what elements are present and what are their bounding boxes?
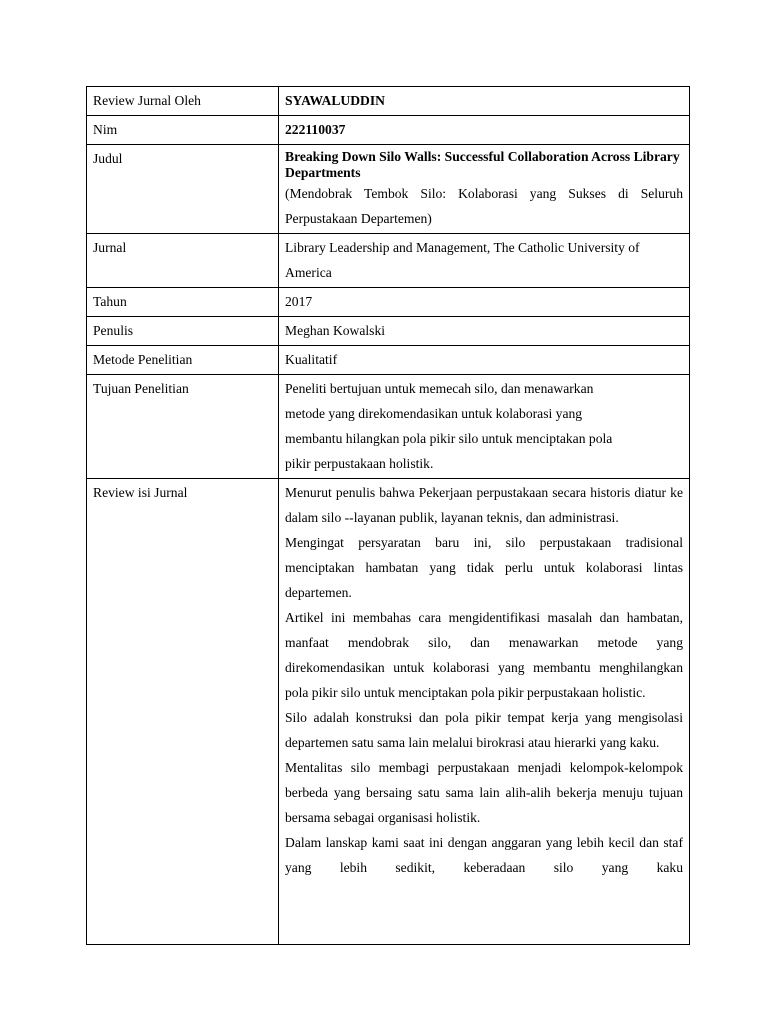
- row-nim: [87, 116, 690, 145]
- label-jurnal: Jurnal: [87, 234, 279, 288]
- row-reviewer: [87, 87, 690, 116]
- title-english: Breaking Down Silo Walls: Successful Collaboration Across Library Departments: [285, 149, 680, 180]
- value-jurnal: Library Leadership and Management, The Catholic University of America: [279, 234, 690, 288]
- tujuan-line: pikir perpustakaan holistik.: [285, 456, 434, 471]
- value-nim: 222110037: [279, 116, 690, 145]
- value-metode: Kualitatif: [279, 346, 690, 375]
- review-paragraph: Artikel ini membahas cara mengidentifikasi masalah dan hambatan, manfaat mendobrak silo, dan menawarkan metode yang direkomendasikan untuk kolaborasi yang membantu menghilangkan pola pikir silo untuk menciptakan pola pikir perpustakaan holistic.: [285, 610, 683, 700]
- label-reviewer: Review Jurnal Oleh: [87, 87, 279, 116]
- review-paragraph: Mentalitas silo membagi perpustakaan menjadi kelompok-kelompok berbeda yang bersaing satu sama lain alih-alih bekerja menuju tujuan bersama sebagai organisasi holistik.: [285, 760, 683, 825]
- title-indonesian: (Mendobrak Tembok Silo: Kolaborasi yang Sukses di Seluruh Perpustakaan Departemen): [285, 186, 683, 226]
- value-penulis: Meghan Kowalski: [279, 317, 690, 346]
- tujuan-line: metode yang direkomendasikan untuk kolaborasi yang: [285, 406, 583, 421]
- label-judul: Judul: [87, 145, 279, 234]
- row-judul: [87, 145, 690, 234]
- label-review: Review isi Jurnal: [87, 479, 279, 945]
- label-penulis: Penulis: [87, 317, 279, 346]
- review-paragraph: Menurut penulis bahwa Pekerjaan perpustakaan secara historis diatur ke dalam silo --layanan publik, layanan teknis, dan administrasi.: [285, 485, 683, 525]
- tujuan-line: membantu hilangkan pola pikir silo untuk menciptakan pola: [285, 431, 613, 446]
- journal-review-table: [86, 86, 690, 945]
- label-tujuan: Tujuan Penelitian: [87, 375, 279, 479]
- review-body: [285, 480, 683, 940]
- row-metode: [87, 346, 690, 375]
- value-tahun: 2017: [279, 288, 690, 317]
- row-jurnal: [87, 234, 690, 288]
- value-review: [279, 479, 690, 945]
- row-penulis: [87, 317, 690, 346]
- review-paragraph: Dalam lanskap kami saat ini dengan anggaran yang lebih kecil dan staf yang lebih sedikit, keberadaan silo yang kaku: [285, 835, 683, 875]
- label-metode: Metode Penelitian: [87, 346, 279, 375]
- review-paragraph: Mengingat persyaratan baru ini, silo perpustakaan tradisional menciptakan hambatan yang tidak perlu untuk kolaborasi lintas departemen.: [285, 535, 683, 600]
- value-reviewer: SYAWALUDDIN: [279, 87, 690, 116]
- row-review: [87, 479, 690, 945]
- row-tujuan: [87, 375, 690, 479]
- row-tahun: [87, 288, 690, 317]
- value-tujuan: [279, 375, 690, 479]
- label-tahun: Tahun: [87, 288, 279, 317]
- label-nim: Nim: [87, 116, 279, 145]
- review-paragraph: Silo adalah konstruksi dan pola pikir tempat kerja yang mengisolasi departemen satu sama lain melalui birokrasi atau hierarki yang kaku.: [285, 710, 683, 750]
- tujuan-line: Peneliti bertujuan untuk memecah silo, dan menawarkan: [285, 381, 594, 396]
- value-judul: [279, 145, 690, 234]
